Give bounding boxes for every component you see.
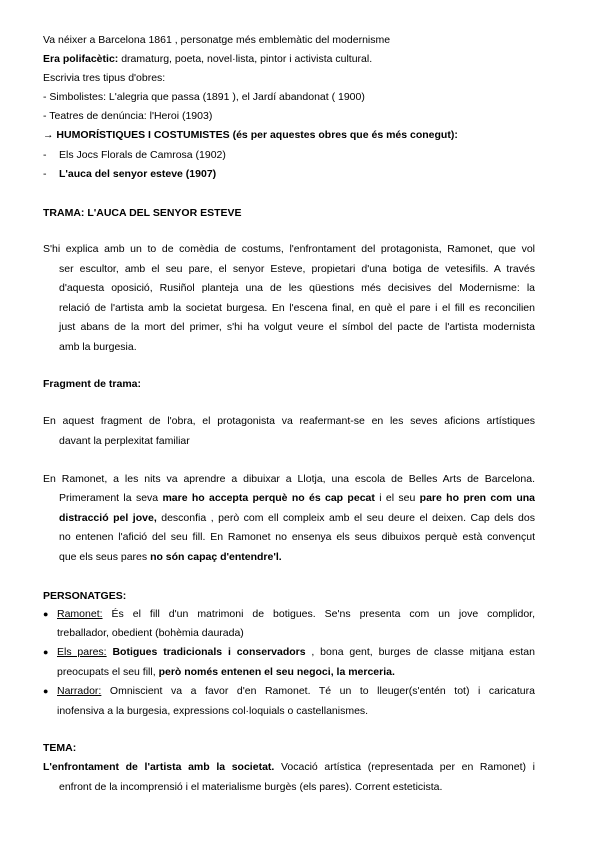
tema-text: Vocació artística (representada per en Ramonet) i xyxy=(274,761,535,773)
list-dash: - xyxy=(43,149,47,161)
fragment-bold-mare: mare ho accepta perquè no és cap pecat xyxy=(162,492,375,504)
trama-line: just abans de la mort del primer, s'hi ha volgut veure el símbol del pacte de l'artista modernista xyxy=(59,321,535,333)
fragment-p1-line: davant la perplexitat familiar xyxy=(59,435,190,447)
bullet-icon: ● xyxy=(43,686,49,696)
trama-line: S'hi explica amb un to de comèdia de costums, l'enfrontament del protagonista, Ramonet, que vol xyxy=(43,243,535,255)
fragment-heading: Fragment de trama: xyxy=(43,378,142,390)
trama-line: amb la burgesia. xyxy=(59,341,137,353)
fragment-bold-entendre: no són capaç d'entendre'l. xyxy=(150,551,282,563)
personatge-bold: Botigues tradicionals i conservadors xyxy=(106,646,306,658)
trama-heading: TRAMA: L'AUCA DEL SENYOR ESTEVE xyxy=(43,207,242,219)
fragment-text: desconfia , però com ell compleix amb el seu deure el deixen. Cap dels dos xyxy=(156,512,535,524)
personatge-name: Narrador: xyxy=(57,685,102,697)
personatge-narrador-cont: inofensiva a la burgesia, expressions col·loquials o castellanismes. xyxy=(57,705,369,717)
fragment-text: Primerament la seva xyxy=(59,492,163,504)
fragment-p2-line: En Ramonet, a les nits va aprendre a dibuixar a Llotja, una escola de Belles Arts de Barcelona. xyxy=(43,473,535,485)
trama-line: ser escultor, amb el seu pare, el senyor Esteve, propietari d'una botiga de vetesifils. A través xyxy=(59,263,535,275)
fragment-p2-line xyxy=(59,550,282,564)
fragment-text: que els seus pares xyxy=(59,551,151,563)
intro-line-types: Escrivia tres tipus d'obres: xyxy=(43,72,166,84)
fragment-p2-line xyxy=(59,511,535,525)
trama-line: relació de l'artista amb la societat burgesa. En l'escena final, en què el pare i el fill es reconcilien xyxy=(59,302,535,314)
polifacetic-text: dramaturg, poeta, novel·lista, pintor i activista cultural. xyxy=(118,53,373,65)
list-dash: - xyxy=(43,168,47,180)
trama-line: d'aquesta oposició, Rusiñol planteja una de les qüestions més decisives del Modernisme: la xyxy=(59,282,535,294)
list-item-jocs-florals: Els Jocs Florals de Camrosa (1902) xyxy=(59,149,226,161)
fragment-bold-pare: pare ho pren com una xyxy=(419,492,536,504)
fragment-text: i el seu xyxy=(374,492,420,504)
personatge-name: Els pares: xyxy=(57,646,107,658)
intro-line-humoristiques: → HUMORÍSTIQUES I COSTUMISTES (és per aquestes obres que és més conegut): xyxy=(43,129,458,141)
polifacetic-label: Era polifacètic: xyxy=(43,53,119,65)
personatges-heading: PERSONATGES: xyxy=(43,590,127,602)
personatge-name: Ramonet: xyxy=(57,608,103,620)
fragment-p2-line: no entenen l'afició del seu fill. En Ramonet no ensenya els seus dibuixos perquè està convençut xyxy=(59,531,535,543)
personatge-narrador xyxy=(57,684,535,698)
personatge-ramonet-cont: treballador, obedient (bohèmia daurada) xyxy=(57,627,244,639)
intro-line-denuncia: - Teatres de denúncia: l'Heroi (1903) xyxy=(43,110,213,122)
personatge-pares-cont xyxy=(57,665,395,679)
tema-line: enfront de la incomprensió i el materialisme burgès (els pares). Corrent esteticista. xyxy=(59,781,443,793)
fragment-p2-line xyxy=(59,491,535,505)
personatge-text: preocupats el seu fill, xyxy=(57,666,159,678)
bullet-icon: ● xyxy=(43,647,49,657)
personatge-pares xyxy=(57,645,535,659)
tema-heading: TEMA: xyxy=(43,742,77,754)
bullet-icon: ● xyxy=(43,609,49,619)
intro-line-polifacetic xyxy=(43,52,372,66)
intro-line-birth: Va néixer a Barcelona 1861 , personatge més emblemàtic del modernisme xyxy=(43,34,391,46)
personatge-bold: però només entenen el seu negoci, la merceria. xyxy=(158,666,395,678)
personatge-text: , bona gent, burges de classe mitjana estan xyxy=(305,646,535,658)
personatge-ramonet xyxy=(57,607,535,621)
tema-bold: L'enfrontament de l'artista amb la societat. xyxy=(43,761,275,773)
tema-line xyxy=(43,760,535,774)
personatge-text: És el fill d'un matrimoni de botigues. Se'ns presenta com un jove complidor, xyxy=(102,608,535,620)
fragment-bold-distraccio: distracció pel jove, xyxy=(59,512,157,524)
list-item-auca: L'auca del senyor esteve (1907) xyxy=(59,168,217,180)
fragment-p1-line: En aquest fragment de l'obra, el protagonista va reafermant-se en les seves aficions artístiques xyxy=(43,415,535,427)
personatge-text: Omniscient va a favor d'en Ramonet. Té un to lleuger(s'entén tot) i caricatura xyxy=(101,685,535,697)
intro-line-simbolistes: - Simbolistes: L'alegria que passa (1891 ), el Jardí abandonat ( 1900) xyxy=(43,91,365,103)
